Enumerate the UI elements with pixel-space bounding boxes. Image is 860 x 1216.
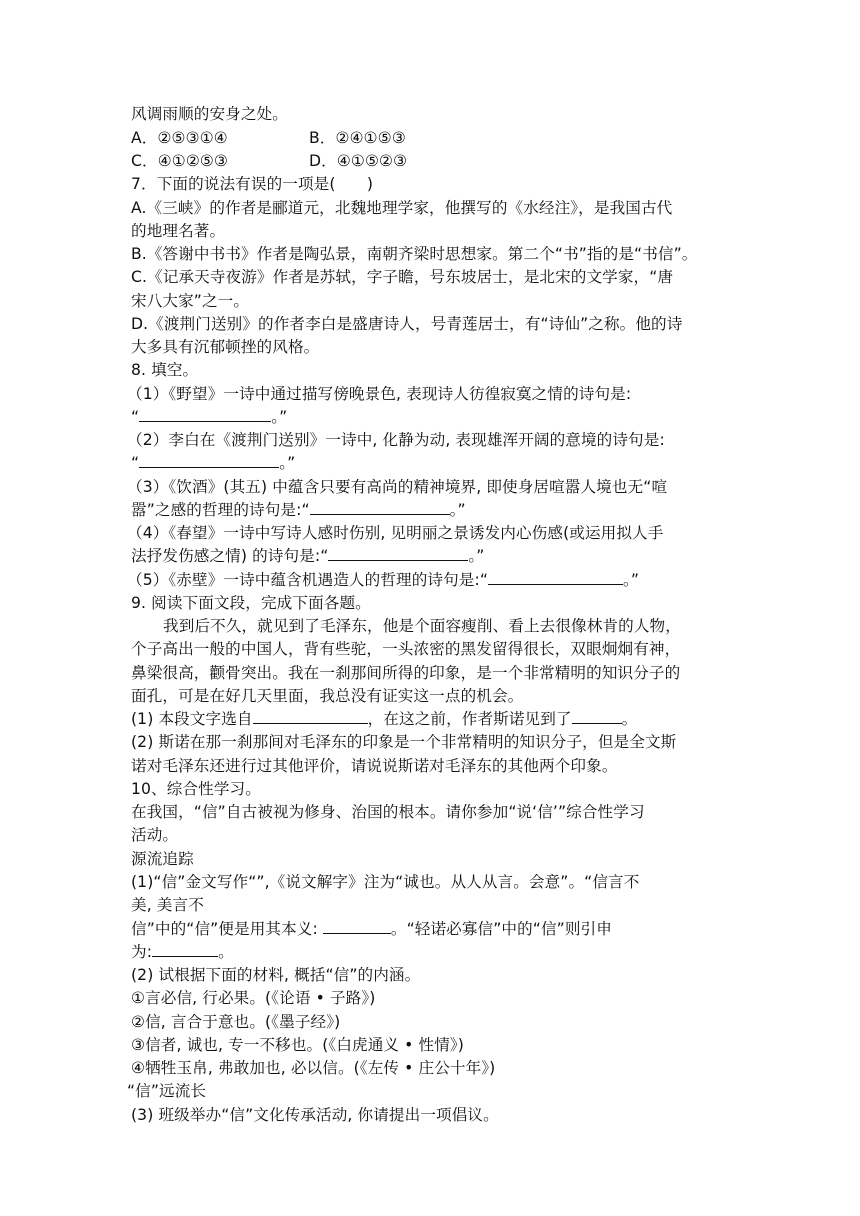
q9-stem: 9. 阅读下面文段，完成下面各题。 bbox=[131, 594, 371, 612]
q8-item1-line1: （1）《野望》一诗中通过描写傍晚景色, 表现诗人彷徨寂寞之情的诗句是: bbox=[127, 385, 632, 403]
q7-stem: 7．下面的说法有误的一项是( ) bbox=[131, 175, 374, 193]
q7-option-c-line2: 宋八大家”之一。 bbox=[131, 292, 250, 310]
answer-blank[interactable] bbox=[152, 942, 218, 957]
q10-material-1: ①言必信, 行必果。(《论语 • 子路》) bbox=[131, 989, 376, 1007]
q10-sub1-line1: (1)“信”金文写作“”,《说文解字》注为“诚也。从人从言。会意”。“信言不 bbox=[131, 873, 640, 891]
q8-item3-line1: （3）《饮酒》(其五) 中蕴含只要有高尚的精神境界, 即使身居喧嚣人境也无“喧 bbox=[127, 478, 668, 496]
q9-sub2-line1: (2) 斯诺在那一刹那间对毛泽东的印象是一个非常精明的知识分子，但是全文斯 bbox=[131, 733, 677, 751]
answer-blank[interactable] bbox=[139, 453, 279, 468]
answer-blank[interactable] bbox=[488, 570, 623, 585]
answer-blank[interactable] bbox=[139, 407, 271, 422]
q8-item4-line1: （4）《春望》一诗中写诗人感时伤别, 见明丽之景诱发内心伤感(或运用拟人手 bbox=[127, 524, 664, 542]
q10-material-4: ④牺牲玉帛, 弗敢加也, 必以信。(《左传 • 庄公十年》) bbox=[131, 1059, 496, 1077]
q7-option-d-line2: 大多具有沉郁顿挫的风格。 bbox=[131, 338, 320, 356]
q10-sub1-line2: 美, 美言不 bbox=[131, 896, 204, 914]
q7-option-a-line2: 的地理名著。 bbox=[131, 222, 226, 240]
q10-material-3: ③信者, 诚也, 专一不移也。(《白虎通义 • 性情》) bbox=[131, 1036, 464, 1054]
q6-options-row-2 bbox=[131, 150, 407, 172]
q10-sub1-line3: 信”中的“信”便是用其本义: 。“轻诺必寡信”中的“信”则引申 bbox=[131, 920, 612, 938]
answer-blank[interactable] bbox=[253, 709, 368, 724]
q9-passage-line4: 面孔，可是在好几天里面，我总没有证实这一点的机会。 bbox=[131, 687, 524, 705]
q10-sub3: (3) 班级举办“信”文化传承活动, 你请提出一项倡议。 bbox=[131, 1106, 499, 1124]
option-d: D．④①⑤②③ bbox=[309, 152, 408, 170]
q8-item2-line1: （2）李白在《渡荆门送别》一诗中, 化静为动, 表现雄浑开阔的意境的诗句是: bbox=[127, 431, 665, 449]
q10-stem: 10、综合性学习。 bbox=[131, 780, 261, 798]
q8-item2-line2: “ 。” bbox=[131, 454, 296, 472]
q10-intro-line2: 活动。 bbox=[131, 826, 179, 844]
q9-sub1: (1) 本段文字选自 ，在这之前，作者斯诺见到了 。 bbox=[131, 710, 638, 728]
answer-blank[interactable] bbox=[572, 709, 622, 724]
answer-blank[interactable] bbox=[323, 919, 391, 934]
q9-sub2-line2: 诺对毛泽东还进行过其他评价，请说说斯诺对毛泽东的其他两个印象。 bbox=[131, 757, 618, 775]
q10-intro-line1: 在我国，“信”自古被视为修身、治国的根本。请你参加“说‘信’”综合性学习 bbox=[131, 803, 645, 821]
q6-tail: 风调雨顺的安身之处。 bbox=[131, 105, 288, 123]
q6-options-row-1 bbox=[131, 127, 406, 149]
answer-blank[interactable] bbox=[310, 500, 450, 515]
q8-item1-line2: “ 。” bbox=[131, 408, 288, 426]
q9-passage-line1: 我到后不久，就见到了毛泽东，他是个面容瘦削、看上去很像林肯的人物， bbox=[163, 617, 681, 635]
option-a: A．②⑤③①④ bbox=[131, 129, 228, 147]
q8-item3-line2: 嚣”之感的哲理的诗句是:“ 。” bbox=[131, 501, 466, 519]
q8-stem: 8. 填空。 bbox=[131, 361, 199, 379]
q10-sub1-line4: 为: 。 bbox=[131, 943, 234, 961]
q7-option-c-line1: C.《记承天寺夜游》作者是苏轼，字子瞻，号东坡居士，是北宋的文学家，“唐 bbox=[131, 268, 674, 286]
q7-option-d-line1: D.《渡荆门送别》的作者李白是盛唐诗人，号青莲居士，有“诗仙”之称。他的诗 bbox=[131, 315, 683, 333]
q9-passage-line3: 鼻梁很高，颧骨突出。我在一刹那间所得的印象，是一个非常精明的知识分子的 bbox=[131, 664, 681, 682]
option-b: B．②④①⑤③ bbox=[309, 129, 406, 147]
q10-material-2: ②信, 言合于意也。(《墨子经》) bbox=[131, 1013, 341, 1031]
q7-option-a-line1: A.《三峡》的作者是郦道元，北魏地理学家，他撰写的《水经注》，是我国古代 bbox=[131, 199, 673, 217]
q8-item4-line2: 法抒发伤感之情) 的诗句是:“ 。” bbox=[131, 547, 485, 565]
q10-sub2: (2) 试根据下面的材料, 概括“信”的内涵。 bbox=[131, 966, 421, 984]
q9-passage-line2: 个子高出一般的中国人，背有些驼，一头浓密的黑发留得很长，双眼炯炯有神， bbox=[131, 640, 681, 658]
q8-item5: （5）《赤壁》一诗中蕴含机遇造人的哲理的诗句是:“ 。” bbox=[127, 571, 640, 589]
option-c: C．④①②⑤③ bbox=[131, 152, 229, 170]
answer-blank[interactable] bbox=[328, 546, 468, 561]
q10-section-heading-2: “信”远流长 bbox=[127, 1082, 207, 1100]
q10-section-heading-1: 源流追踪 bbox=[131, 850, 194, 868]
q7-option-b: B.《答谢中书书》作者是陶弘景，南朝齐梁时思想家。第二个“书”指的是“书信”。 bbox=[131, 245, 698, 263]
